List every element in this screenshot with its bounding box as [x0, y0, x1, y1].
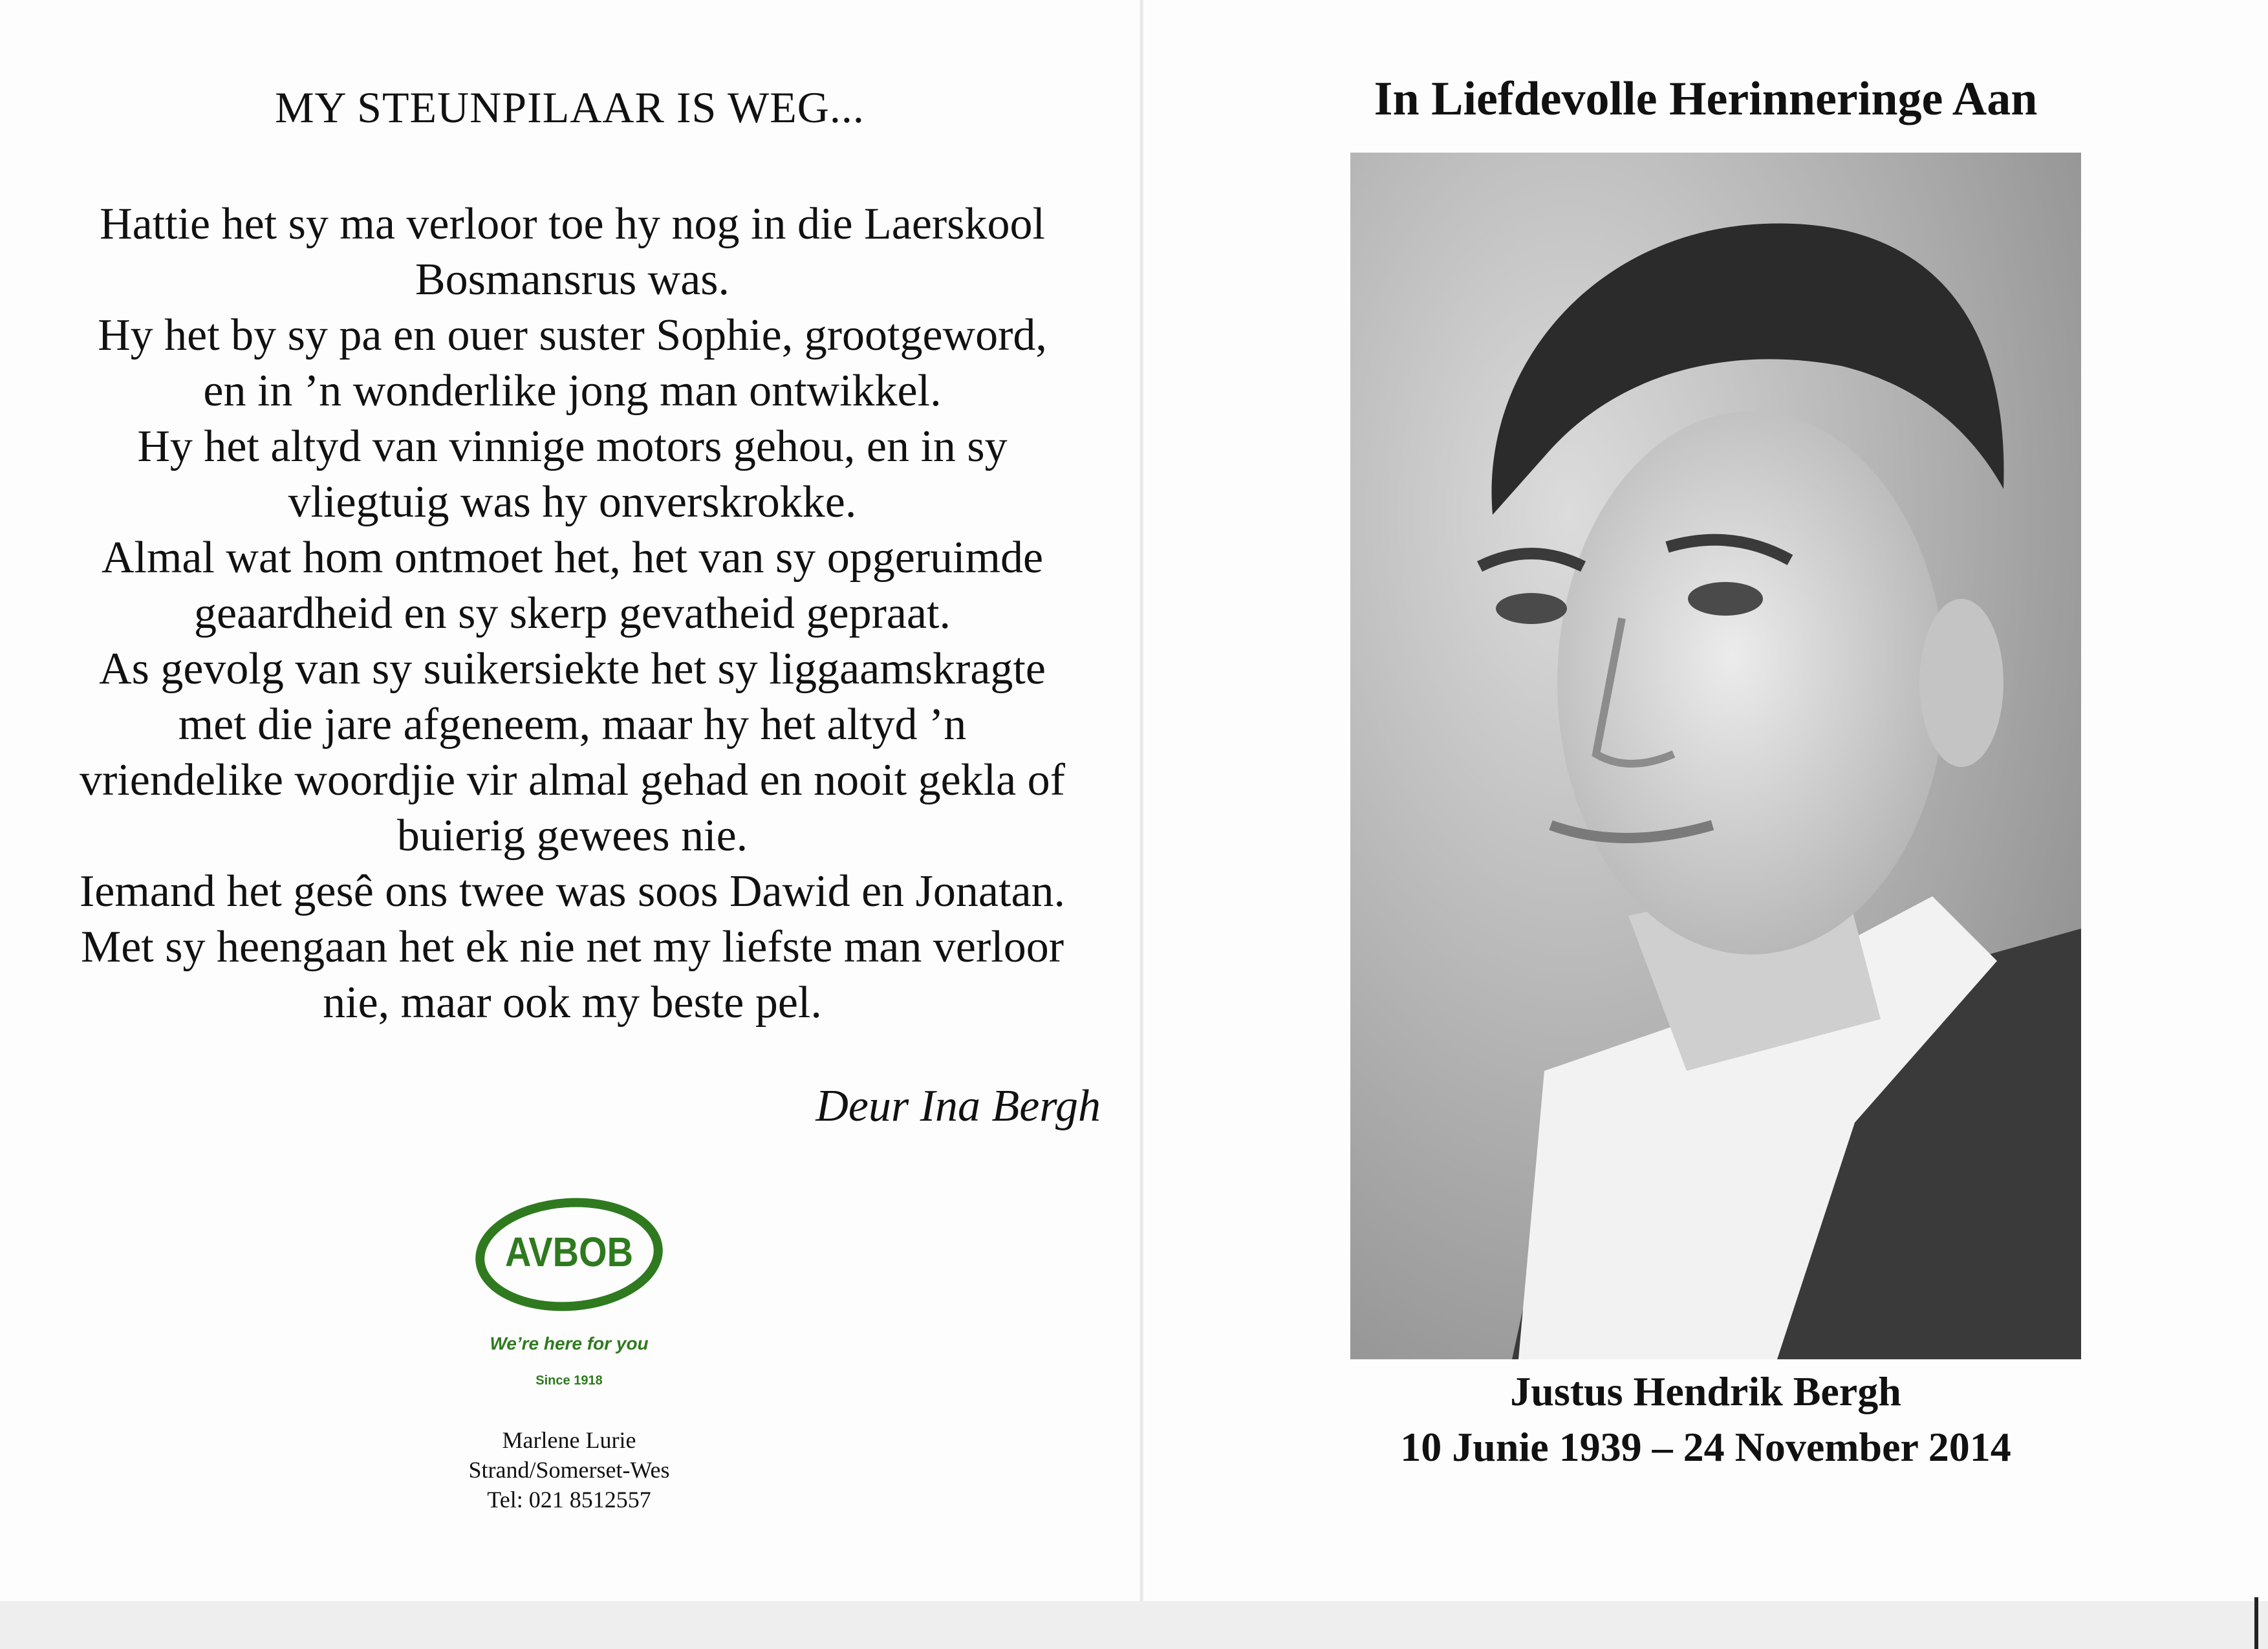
poem-line: Hattie het sy ma verloor toe hy nog in die Laerskool	[100, 199, 1045, 249]
logo-since: Since 1918	[535, 1374, 603, 1388]
portrait-photo-image	[1350, 153, 2081, 1359]
poem-line: nie, maar ook my beste pel.	[323, 978, 822, 1028]
poem-line: Met sy heengaan het ek nie net my liefste man verloor	[80, 922, 1064, 972]
poem-author: Deur Ina Bergh	[815, 1081, 1101, 1131]
contact-phone: Tel: 021 8512557	[487, 1487, 651, 1513]
logo-slogan: We’re here for you	[490, 1333, 649, 1353]
memorial-heading: In Liefdevolle Herinneringe Aan	[1374, 72, 2038, 125]
contact-location: Strand/Somerset-Wes	[468, 1457, 670, 1483]
avbob-logo	[472, 1196, 666, 1313]
deceased-dates: 10 Junie 1939 – 24 November 2014	[1400, 1424, 2011, 1470]
left-page	[0, 0, 1139, 1601]
poem-line: Almal wat hom ontmoet het, het van sy opgeruimde	[101, 533, 1044, 583]
contact-block	[375, 1425, 763, 1514]
poem-line: met die jare afgeneem, maar hy het altyd ’n	[178, 700, 967, 749]
poem-line: vliegtuig was hy onverskrokke.	[288, 477, 857, 527]
avbob-logo-icon	[472, 1196, 666, 1313]
scan-bottom-edge	[0, 1601, 2268, 1649]
poem-line: buierig gewees nie.	[396, 811, 748, 861]
poem-line: geaardheid en sy skerp gevatheid gepraat.	[193, 588, 951, 638]
avbob-logo-text: AVBOB	[504, 1228, 634, 1275]
poem-title: MY STEUNPILAAR IS WEG...	[275, 83, 865, 132]
scan-right-edge	[2254, 1597, 2258, 1649]
portrait-photo	[1350, 153, 2081, 1359]
poem-line: Hy het altyd van vinnige motors gehou, en in sy	[137, 422, 1008, 471]
deceased-name: Justus Hendrik Bergh	[1510, 1368, 1901, 1414]
poem-body	[26, 197, 1119, 1031]
poem-line: Iemand het gesê ons twee was soos Dawid en Jonatan.	[79, 867, 1066, 916]
poem-line: Hy het by sy pa en ouer suster Sophie, grootgeword,	[98, 310, 1047, 360]
poem-line: As gevolg van sy suikersiekte het sy liggaamskragte	[99, 644, 1046, 694]
contact-name: Marlene Lurie	[502, 1427, 636, 1453]
poem-line: Bosmansrus was.	[415, 255, 730, 305]
right-page	[1143, 0, 2268, 1601]
poem-line: en in ’n wonderlike jong man ontwikkel.	[203, 366, 942, 416]
poem-line: vriendelike woordjie vir almal gehad en nooit gekla of	[80, 755, 1065, 805]
